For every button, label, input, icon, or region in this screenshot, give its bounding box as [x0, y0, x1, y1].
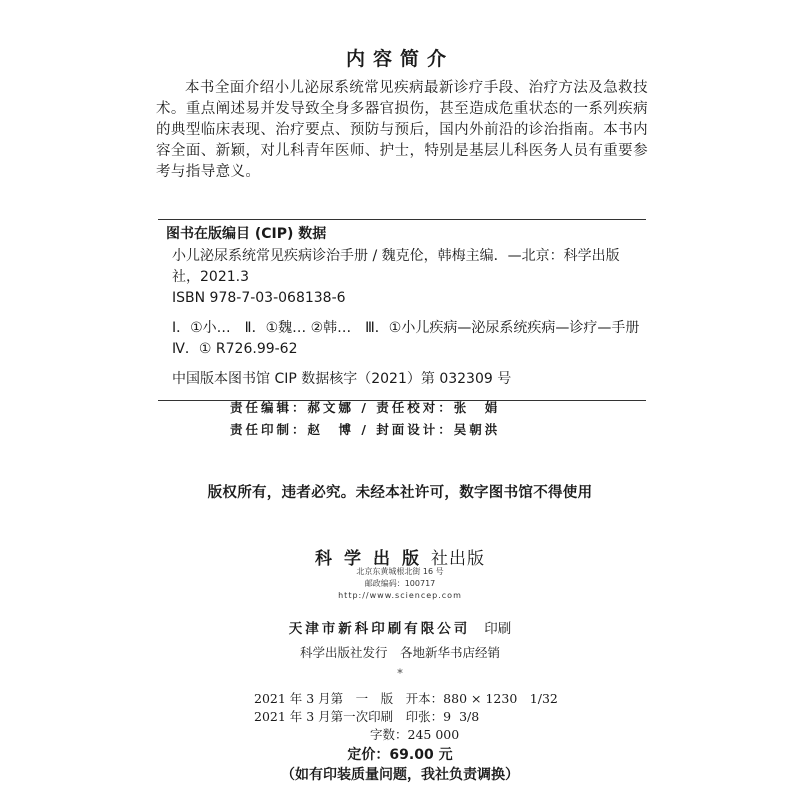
printer-line: [0, 617, 800, 637]
specs-wordcount: 字数：245 000: [370, 727, 460, 742]
print-specs: [254, 690, 558, 744]
publisher-url: http://www.sciencep.com: [338, 591, 462, 600]
page-title: 内容简介: [345, 48, 454, 70]
distribution-line: 科学出版社发行 各地新华书店经销: [299, 645, 500, 660]
cip-subjects: Ⅰ．①小… Ⅱ．①魏… ②韩… Ⅲ．①小儿疾病—泌尿系统疾病—诊疗—手册 Ⅳ．① R726.99-62: [172, 320, 654, 357]
publisher-postcode: 邮政编码：100717: [364, 579, 436, 588]
price: 定价：69.00 元: [347, 747, 453, 763]
cip-isbn: ISBN 978-7-03-068138-6: [172, 290, 346, 306]
printer-suffix: 印刷: [484, 621, 512, 637]
quality-notice: （如有印装质量问题，我社负责调换）: [281, 767, 519, 783]
content-summary: 本书全面介绍小儿泌尿系统常见疾病最新诊疗手段、治疗方法及急救技术。重点阐述易并发导致全身多器官损伤，甚至造成危重状态的一系列疾病的典型临床表现、治疗要点、预防与预后，国内外前沿的诊治指南。本书内容全面、新颖，对儿科青年医师、护士，特别是基层儿科医务人员有重要参考与指导意义。: [156, 80, 648, 180]
cip-approval: 中国版本图书馆 CIP 数据核字（2021）第 032309 号: [172, 371, 512, 387]
publisher-suffix: 社出版: [431, 549, 485, 569]
specs-edition: 2021 年 3 月第 一 版 开本：880 × 1230 1/32: [254, 691, 558, 706]
publisher-name: 科学出版: [315, 549, 431, 569]
specs-printing: 2021 年 3 月第一次印刷 印张：9 3/8: [254, 709, 480, 724]
separator-star: *: [397, 667, 403, 680]
editors-line-1: 责任编辑：郝文娜 / 责任校对：张 娟: [230, 400, 501, 415]
editors-credits: [230, 397, 500, 441]
cip-title: 图书在版编目 (CIP) 数据: [166, 226, 327, 242]
cip-entry: 小儿泌尿系统常见疾病诊治手册 / 魏克伦，韩梅主编．—北京：科学出版社，2021.3: [172, 248, 620, 285]
editors-line-2: 责任印制：赵 博 / 封面设计：吴朝洪: [230, 422, 501, 437]
cip-box: [158, 219, 654, 401]
publisher-address: 北京东黄城根北街 16 号: [356, 567, 444, 576]
printer-name: 天津市新科印刷有限公司: [288, 621, 471, 637]
rights-statement: 版权所有，违者必究。未经本社许可，数字图书馆不得使用: [207, 485, 593, 501]
